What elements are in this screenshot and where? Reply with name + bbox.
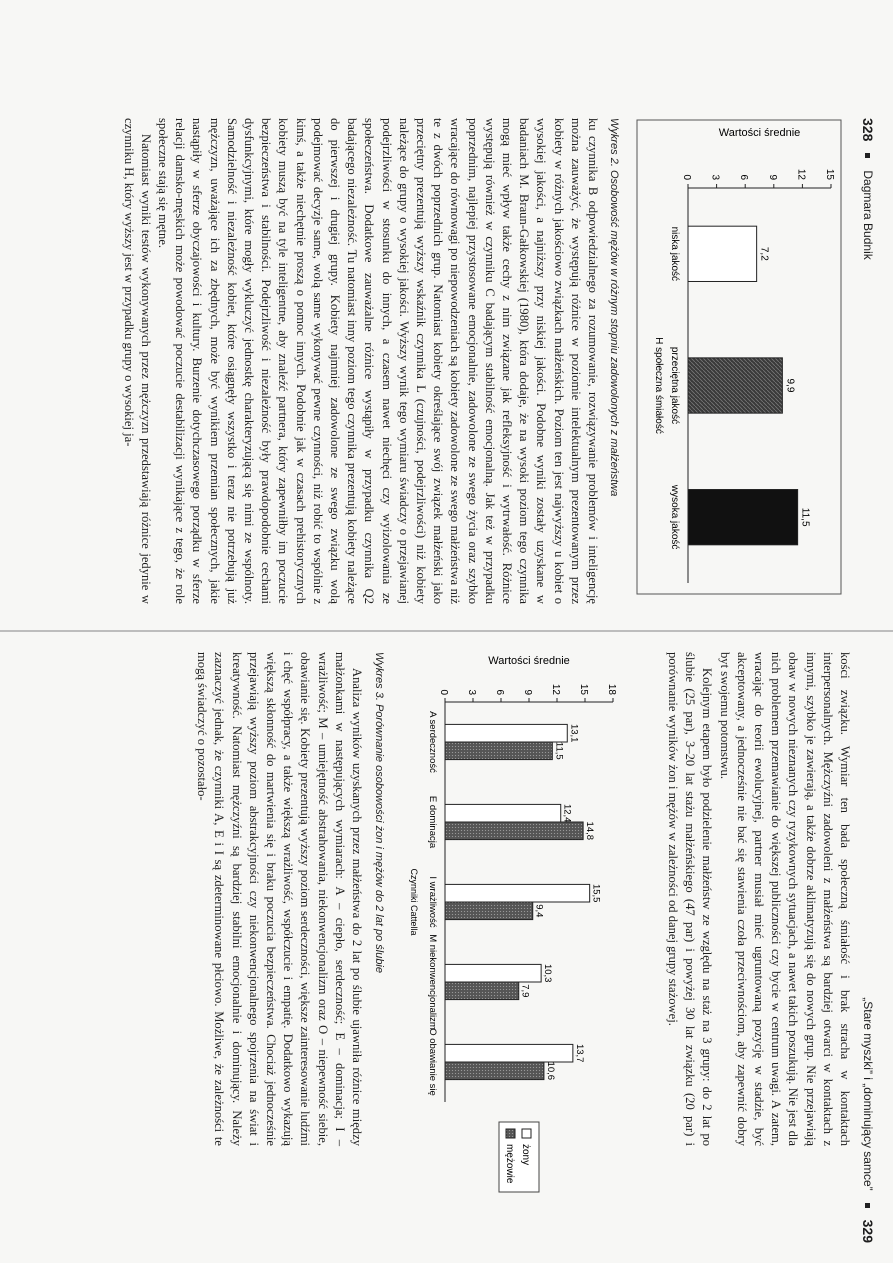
legend-label: żony [520, 1144, 531, 1166]
paragraph: Natomiast wyniki testów wykonywanych przez mężczyzn przedstawiają różnice jedynie w czynniku H, który wyższy jest w przypadku grupy o wysokiej ja- [121, 118, 153, 604]
separator-dot [866, 1203, 871, 1208]
paragraph: kości związku. Wymiar ten bada społeczną śmiałość i brak stracha w kontaktach interpersonalnych. Mężczyźni zadowoleni z małżeństwa są bardziej otwarci w kontaktach z innymi, szybko je zawierają, a także dobrze aklimatyzują się do nowych grup. Nie przejawiają obaw w nowych nieznanych czy ryzykownych sytuacjach, a nawet takich poszukują. Nie jest dla nich problemem przemawianie do większej publiczności czy bycie w centrum uwagi. A zatem, wracając do teorii ewolucyjnej, partner musiał mieć ugruntowaną pozycję w stadzie, być akceptowany, a jednocześnie nie bać się stawienia czoła przeciwnościom, aby zapewnić dobry byt swojemu potomstwu. [717, 652, 852, 1146]
bar-husbands [445, 982, 519, 1000]
bar [688, 490, 798, 545]
x-tick-label: E dominacja [427, 795, 438, 849]
separator-dot [866, 153, 871, 158]
paragraph: Kolejnym etapem było podzielenie małżeństw ze względu na staż na 3 grupy: do 2 lat po ślubie (25 par), 3–20 lat stażu małżeńskiego (47 par) i powyżej 30 lat związku (20 par) i porównanie wyników żon i mężów w zależności od danej grupy stażowej. [665, 652, 715, 1146]
page-number: 328 [860, 118, 876, 142]
y-tick-label: 18 [606, 683, 617, 695]
author-name: Dagmara Budnik [861, 170, 875, 260]
data-label: 10,3 [542, 963, 554, 983]
bar-husbands [445, 822, 583, 840]
x-tick-label: I wrażliwość [427, 876, 438, 928]
data-label: 13,7 [573, 1043, 585, 1063]
chart-caption-2: Wykres 2. Osobowość mężów w różnym stopniu zadowolonych z małżeństwa [608, 118, 620, 497]
data-label: 7,2 [758, 246, 770, 261]
x-tick-label: M niekonwencjonalizm [427, 934, 438, 1030]
x-tick-label: niska jakość [669, 226, 680, 282]
legend-label: mężowie [504, 1144, 515, 1184]
bar [688, 226, 757, 281]
y-tick-label: 9 [522, 689, 533, 695]
y-axis-label: Wartości średnie [488, 655, 570, 667]
bar-wives [445, 964, 541, 982]
y-tick-label: 9 [766, 174, 778, 180]
y-tick-label: 6 [494, 689, 505, 695]
page-329 [0, 632, 893, 1263]
y-tick-label: 3 [466, 689, 477, 695]
data-label: 15,5 [590, 883, 602, 903]
y-tick-label: 15 [824, 168, 835, 180]
bar-wives [445, 884, 590, 902]
chart-husbands-personality [633, 118, 843, 598]
paragraph: ku czynnika B odpowiedzialnego za rozumowanie, rozwiązywanie problemów i inteligencję można zauważyć, że występują różnice w poziomie intelektualnym prezentowanym przez kobiety w różnych jakościowo związkach małżeńskich. Poziom ten jest najwyższy u kobiet o wysokiej jakości, a najniższy przy niskiej jakości. Podobne wyniki zostały uzyskane w badaniach M. Braun-Gałkowskiej (1980), która dodaje, że na wysoki poziom tego czynnika mogą mieć wpływ także cechy z nim związane jak refleksyjność i wytrwałość. Różnice występują również w czynniku C badającym stabilność emocjonalną. Jak też w przypadku poprzednim, najlepiej przystosowane emocjonalnie, zadowolone ze swego życia oraz szybko wracające do równowagi po niepowodzeniach są kobiety zadowolone ze swego małżeństwa niż te z dwóch poprzednich grup. Natomiast kobiety określające swój związek małżeński jako przeciętny prezentują wyższy wskaźnik czynnika L (czujności, podejrzliwości) niż kobiety należące do grupy o wysokiej jakości. Wyższy wynik tego wymiaru świadczy o przejawianej podejrzliwości w stosunku do innych, a czasem nawet niechęci czy wyizolowania ze społeczeństwa. Dodatkowe zauważalne różnice wystąpiły w przypadku czynnika Q2 badającego niezależność. Tu natomiast inny poziom tego czynnika prezentują kobiety należące do pierwszej i drugiej grupy. Kobiety najmniej zadowolone ze swego związku wolą podejmować decyzje same, wolą same wykonywać pewne czynności, niż robić to wspólnie z kimś, a także niechętnie proszą o pomoc innych. Podobnie jak w czasach prehistorycznych kobiety muszą być na tyle inteligentne, aby znaleźć partnera, który zapewniłby im poczucie bezpieczeństwa i stabilności. Podejrzliwość i niezależność były prawdopodobnie cechami dysfunkcyjnymi, które mogły wykluczyć jednostkę charakteryzującą się nimi ze wspólnoty. Samodzielność i niezależność kobiet, które osiągnęły wszystko i teraz nie potrzebują już mężczyzn, uważające ich za zbędnych, może być wynikiem przemian społecznych, jakie nastąpiły w sferze obyczajowości i kultury. Burzenie dotychczasowego porządku w sferze relacji damsko-męskich może powodować poczucie destabilizacji wynikające z tego, że role społeczne stają się mętne. [155, 118, 600, 604]
y-tick-label: 3 [709, 174, 721, 180]
bar-wives [445, 724, 567, 742]
data-label: 7,9 [519, 984, 531, 998]
page-328 [0, 0, 893, 630]
y-tick-label: 12 [550, 683, 561, 695]
data-label: 9,9 [784, 378, 796, 393]
x-tick-label: wysoka jakość [669, 484, 680, 550]
running-head-328 [858, 118, 878, 600]
data-label: 9,4 [533, 904, 545, 918]
data-label: 10,6 [544, 1061, 556, 1081]
body-text-329-b [193, 652, 365, 1146]
bar-wives [445, 804, 561, 822]
chart-spouses-comparison [393, 652, 625, 1212]
legend-swatch [522, 1129, 531, 1138]
bar-wives [445, 1044, 573, 1062]
x-axis-label: Czynniki Cattella [409, 868, 419, 936]
x-axis-label: H społeczna śmiałość [653, 337, 664, 434]
page-number: 329 [860, 1219, 876, 1243]
paragraph: Analiza wyników uzyskanych przez małżeństwa do 2 lat po ślubie ujawniła różnice między małżonkami w następujących wymiarach: A – ciepło, serdeczność; E – dominacja; I – wrażliwość; M – umiejętność abstrahowania, niekonwencjonalizm oraz O – niepewność siebie, obawianie się. Kobiety prezentują wyższy poziom serdeczności, większe zainteresowanie ludźmi i chęć współpracy, a także większą wrażliwość, współczucie i empatię. Dodatkowo wykazują większą skłonność do martwienia się i braku poczucia bezpieczeństwa. Chociaż jednocześnie przejawiają wyższy poziom abstrakcyjności czy niekonwencjonalnego spojrzenia na świat i kreatywność. Natomiast mężczyźni są bardziej stabilni emocjonalnie i dominujący. Należy zaznaczyć jednak, że czynniki A, E i I są zdeterminowane płciowo. Możliwe, że zależności te mogą świadczyć o pozostało- [195, 652, 364, 1146]
body-text-329-a [664, 652, 853, 1146]
y-axis-label: Wartości średnie [718, 127, 801, 139]
bar-husbands [445, 1062, 544, 1080]
running-head-329 [858, 652, 878, 1243]
data-label: 13,1 [568, 723, 580, 743]
data-label: 14,8 [584, 821, 596, 841]
y-tick-label: 6 [738, 174, 750, 180]
legend-swatch [506, 1129, 515, 1138]
body-text-328 [119, 118, 601, 604]
y-tick-label: 12 [795, 168, 807, 180]
running-title: „Stare myszki” i „dominujący samce” [861, 997, 875, 1191]
bar-husbands [445, 742, 552, 760]
data-label: 12,4 [561, 803, 573, 823]
bar [688, 358, 782, 413]
chart-caption-3: Wykres 3. Porównanie osobowości żon i mężów do 2 lat po ślubie [373, 652, 385, 973]
y-tick-label: 0 [681, 174, 692, 180]
data-label: 11,5 [799, 507, 811, 527]
x-tick-label: przeciętna jakość [669, 346, 680, 425]
x-tick-label: A serdeczność [427, 711, 438, 773]
x-tick-label: O obawianie się [427, 1028, 438, 1096]
y-tick-label: 15 [578, 683, 589, 695]
y-tick-label: 0 [438, 689, 449, 695]
data-label: 11,5 [553, 741, 565, 760]
bar-husbands [445, 902, 533, 920]
